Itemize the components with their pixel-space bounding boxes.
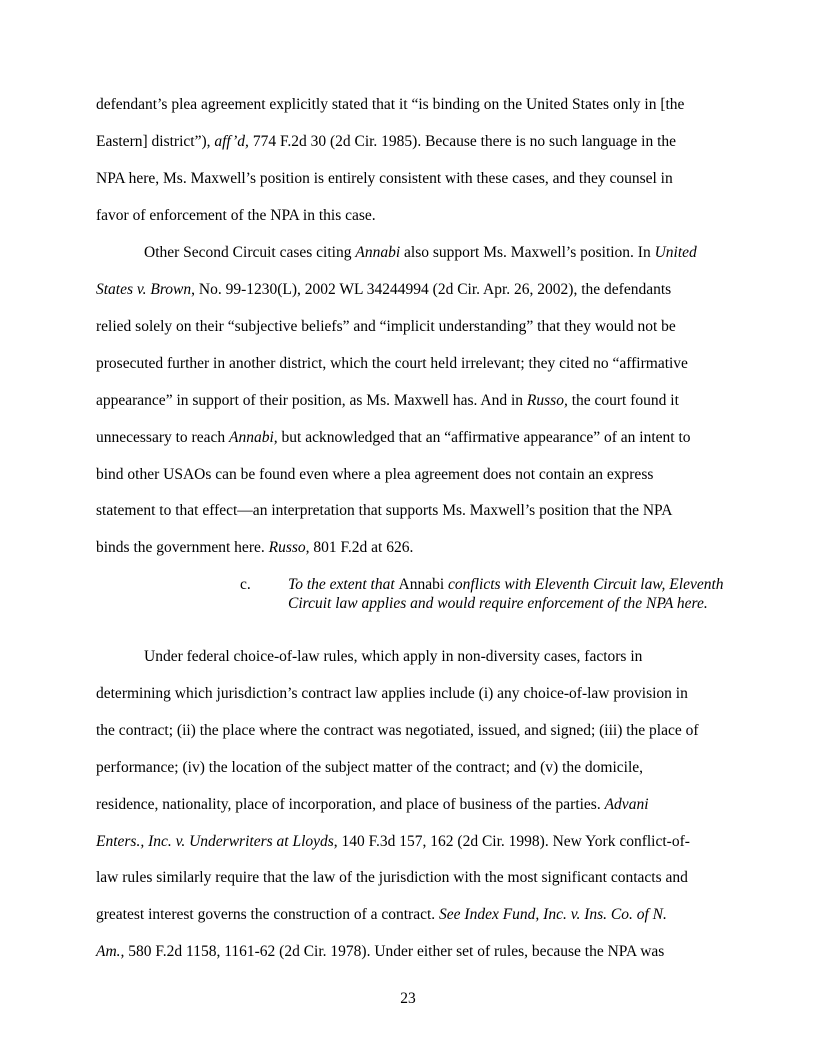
text-run: greatest interest governs the construction of a contract. <box>96 906 440 923</box>
text-run: 580 F.2d 1158, 1161-62 (2d Cir. 1978). Under either set of rules, because the NPA was <box>124 943 665 960</box>
section-heading-number: c. <box>240 576 251 593</box>
text-run: law rules similarly require that the law of the jurisdiction with the most significant contacts and <box>96 869 688 886</box>
body-text-line <box>96 832 690 852</box>
citation-italic: States v. Brown <box>96 281 192 298</box>
body-text-line <box>96 795 649 815</box>
body-text-line <box>96 758 643 778</box>
body-text-line <box>96 868 688 888</box>
heading-text-run: To the extent that <box>288 576 399 593</box>
text-run: Under federal choice-of-law rules, which apply in non-diversity cases, factors in <box>144 648 643 665</box>
text-run: 774 F.2d 30 (2d Cir. 1985). Because there is no such language in the <box>248 133 677 150</box>
citation-italic: Enters., Inc. v. Underwriters at Lloyds <box>96 833 334 850</box>
body-text-line <box>96 169 673 189</box>
text-run: , No. 99-1230(L), 2002 WL 34244994 (2d Cir. Apr. 26, 2002), the defendants <box>191 281 672 298</box>
body-text-line <box>96 684 688 704</box>
text-run: binds the government here. <box>96 539 269 556</box>
text-run: the contract; (ii) the place where the contract was negotiated, issued, and signed; (iii) the place of <box>96 722 699 739</box>
text-run: , 140 F.3d 157, 162 (2d Cir. 1998). New York conflict-of- <box>333 833 690 850</box>
heading-text-run: conflicts with Eleventh Circuit law, Eleventh Circuit law applies and would require enforcement of the NPA here. <box>288 576 724 612</box>
body-text-line <box>96 538 413 558</box>
text-run: determining which jurisdiction’s contract law applies include (i) any choice-of-law provision in <box>96 685 688 702</box>
text-run: performance; (iv) the location of the subject matter of the contract; and (v) the domicile, <box>96 759 644 776</box>
body-text-line <box>96 391 679 411</box>
body-text-line <box>96 721 699 741</box>
text-run: unnecessary to reach <box>96 429 229 446</box>
text-run: Other Second Circuit cases citing <box>144 244 356 261</box>
text-run: appearance” in support of their position, as Ms. Maxwell has. And in <box>96 392 527 409</box>
body-text-line <box>96 465 653 485</box>
body-text-line <box>96 905 667 925</box>
text-run: 801 F.2d at 626. <box>309 539 414 556</box>
body-text-line <box>96 428 691 448</box>
heading-case-name: Annabi <box>398 576 445 593</box>
citation-italic: Annabi <box>355 244 401 261</box>
body-text-line <box>96 95 684 115</box>
body-text-line <box>96 501 672 521</box>
citation-italic: United <box>654 244 697 261</box>
citation-italic: Russo, <box>268 539 310 556</box>
citation-italic: Russo, <box>526 392 568 409</box>
body-text-line <box>144 647 642 667</box>
section-heading <box>288 575 728 613</box>
text-run: also support Ms. Maxwell’s position. In <box>400 244 655 261</box>
body-text-line <box>96 317 676 337</box>
text-run: bind other USAOs can be found even where a plea agreement does not contain an express <box>96 466 654 483</box>
citation-italic: aff’d, <box>214 133 249 150</box>
text-run: Eastern] district”), <box>96 133 215 150</box>
body-text-line <box>96 942 664 962</box>
citation-italic: Am., <box>96 943 125 960</box>
text-run: NPA here, Ms. Maxwell’s position is entirely consistent with these cases, and they counsel in <box>96 170 673 187</box>
text-run: favor of enforcement of the NPA in this case. <box>96 207 376 224</box>
citation-italic: Annabi, <box>228 429 278 446</box>
body-text-line <box>96 280 671 300</box>
text-run: relied solely on their “subjective beliefs” and “implicit understanding” that they would not be <box>96 318 676 335</box>
text-run: prosecuted further in another district, which the court held irrelevant; they cited no “affirmative <box>96 355 688 372</box>
body-text-line <box>96 354 688 374</box>
text-run: residence, nationality, place of incorporation, and place of business of the parties. <box>96 796 605 813</box>
body-text-line <box>144 243 697 263</box>
body-text-line <box>96 206 376 226</box>
text-run: but acknowledged that an “affirmative appearance” of an intent to <box>277 429 691 446</box>
text-run: the court found it <box>567 392 679 409</box>
body-text-line <box>96 132 676 152</box>
citation-italic: See Index Fund, Inc. v. Ins. Co. of N. <box>439 906 667 923</box>
text-run: defendant’s plea agreement explicitly stated that it “is binding on the United States only in [the <box>96 96 685 113</box>
page-number: 23 <box>400 990 416 1007</box>
citation-italic: Advani <box>604 796 649 813</box>
text-run: statement to that effect—an interpretation that supports Ms. Maxwell’s position that the NPA <box>96 502 673 519</box>
